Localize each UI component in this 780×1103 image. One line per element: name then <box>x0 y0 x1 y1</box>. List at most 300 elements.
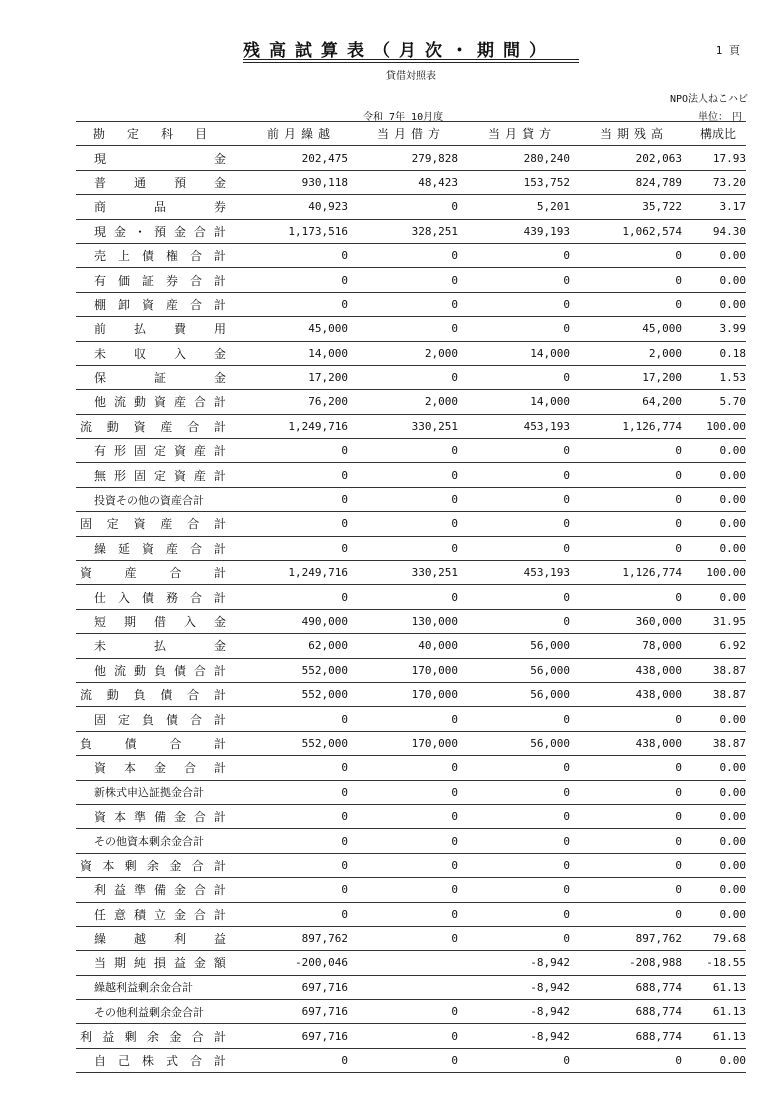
ratio-cell: 0.00 <box>690 512 746 536</box>
debit-cell: 279,828 <box>356 146 466 170</box>
account-name-cell <box>76 926 246 950</box>
account-name-cell <box>76 829 246 853</box>
table-row <box>76 975 746 999</box>
prev-balance-cell: 0 <box>246 829 356 853</box>
account-name-cell <box>76 1048 246 1072</box>
ratio-cell: 61.13 <box>690 975 746 999</box>
balance-cell: -208,988 <box>578 951 690 975</box>
table-row <box>76 829 746 853</box>
header-ratio: 構成比 <box>690 122 746 146</box>
account-name-cell <box>76 536 246 560</box>
credit-cell: 56,000 <box>466 658 578 682</box>
credit-cell: 280,240 <box>466 146 578 170</box>
account-name: 棚 卸 資 産 合 計 <box>94 297 226 312</box>
header-account: 勘定科目 <box>76 122 246 146</box>
account-name-cell <box>76 731 246 755</box>
balance-cell: 0 <box>578 707 690 731</box>
table-row <box>76 1048 746 1072</box>
table-row <box>76 609 746 633</box>
table-row <box>76 463 746 487</box>
balance-cell: 0 <box>578 902 690 926</box>
ratio-cell: 73.20 <box>690 170 746 194</box>
balance-cell: 0 <box>578 487 690 511</box>
ratio-cell: 61.13 <box>690 1000 746 1024</box>
table-row <box>76 365 746 389</box>
balance-cell: 0 <box>578 463 690 487</box>
account-name-cell <box>76 561 246 585</box>
account-name-cell <box>76 439 246 463</box>
credit-cell: 0 <box>466 292 578 316</box>
balance-cell: 0 <box>578 878 690 902</box>
table-row <box>76 219 746 243</box>
account-name-cell <box>76 853 246 877</box>
prev-balance-cell: 14,000 <box>246 341 356 365</box>
debit-cell: 2,000 <box>356 341 466 365</box>
account-name: 利 益 剰 余 金 合 計 <box>80 1029 226 1044</box>
account-name-cell <box>76 902 246 926</box>
table-row <box>76 341 746 365</box>
account-name: 無 形 固 定 資 産 計 <box>94 468 226 483</box>
account-name: 売 上 債 権 合 計 <box>94 249 226 264</box>
balance-cell: 78,000 <box>578 634 690 658</box>
account-name-cell <box>76 682 246 706</box>
account-name-cell <box>76 146 246 170</box>
table-row <box>76 414 746 438</box>
credit-cell: 0 <box>466 463 578 487</box>
credit-cell: 0 <box>466 365 578 389</box>
credit-cell: 0 <box>466 268 578 292</box>
credit-cell: 0 <box>466 487 578 511</box>
account-name: 資 本 準 備 金 合 計 <box>94 810 226 825</box>
balance-cell: 438,000 <box>578 731 690 755</box>
table-row <box>76 780 746 804</box>
trial-balance-table <box>76 121 746 1073</box>
prev-balance-cell: 45,000 <box>246 317 356 341</box>
credit-cell: 0 <box>466 243 578 267</box>
account-name: 資 本 剰 余 金 合 計 <box>80 858 226 873</box>
ratio-cell: 38.87 <box>690 731 746 755</box>
table-row <box>76 536 746 560</box>
balance-cell: 824,789 <box>578 170 690 194</box>
debit-cell: 0 <box>356 268 466 292</box>
table-row <box>76 756 746 780</box>
account-name-cell <box>76 487 246 511</box>
ratio-cell: 0.00 <box>690 439 746 463</box>
account-name: 他 流 動 負 債 合 計 <box>94 663 226 678</box>
ratio-cell: 94.30 <box>690 219 746 243</box>
account-name-cell <box>76 707 246 731</box>
credit-cell: 439,193 <box>466 219 578 243</box>
debit-cell: 2,000 <box>356 390 466 414</box>
account-name-cell <box>76 975 246 999</box>
prev-balance-cell: 0 <box>246 268 356 292</box>
credit-cell: 0 <box>466 512 578 536</box>
prev-balance-cell: 897,762 <box>246 926 356 950</box>
ratio-cell: 0.00 <box>690 292 746 316</box>
balance-cell: 202,063 <box>578 146 690 170</box>
prev-balance-cell: 0 <box>246 243 356 267</box>
debit-cell: 0 <box>356 804 466 828</box>
debit-cell <box>356 951 466 975</box>
balance-cell: 0 <box>578 512 690 536</box>
balance-cell: 688,774 <box>578 975 690 999</box>
credit-cell: 0 <box>466 609 578 633</box>
table-row <box>76 243 746 267</box>
account-name: 流 動 資 産 合 計 <box>80 419 226 434</box>
ratio-cell: 31.95 <box>690 609 746 633</box>
balance-cell: 2,000 <box>578 341 690 365</box>
ratio-cell: 0.00 <box>690 780 746 804</box>
ratio-cell: 3.17 <box>690 195 746 219</box>
table-row <box>76 658 746 682</box>
prev-balance-cell: 552,000 <box>246 658 356 682</box>
prev-balance-cell: 0 <box>246 902 356 926</box>
debit-cell: 0 <box>356 439 466 463</box>
balance-cell: 1,126,774 <box>578 561 690 585</box>
debit-cell: 0 <box>356 292 466 316</box>
table-row <box>76 561 746 585</box>
credit-cell: -8,942 <box>466 975 578 999</box>
credit-cell: 0 <box>466 756 578 780</box>
ratio-cell: 38.87 <box>690 658 746 682</box>
ratio-cell: 1.53 <box>690 365 746 389</box>
table-row <box>76 317 746 341</box>
title-underline-double <box>243 62 579 63</box>
account-name: 普 通 預 金 <box>94 175 226 190</box>
credit-cell: 0 <box>466 585 578 609</box>
credit-cell: 0 <box>466 707 578 731</box>
debit-cell: 48,423 <box>356 170 466 194</box>
debit-cell: 0 <box>356 536 466 560</box>
prev-balance-cell: 1,249,716 <box>246 414 356 438</box>
account-name: 流 動 負 債 合 計 <box>80 688 226 703</box>
table-row <box>76 292 746 316</box>
credit-cell: -8,942 <box>466 1000 578 1024</box>
account-name: 他 流 動 資 産 合 計 <box>94 395 226 410</box>
balance-cell: 688,774 <box>578 1000 690 1024</box>
credit-cell: 453,193 <box>466 414 578 438</box>
balance-cell: 0 <box>578 292 690 316</box>
balance-cell: 438,000 <box>578 682 690 706</box>
credit-cell: 0 <box>466 829 578 853</box>
account-name: 自 己 株 式 合 計 <box>94 1054 226 1069</box>
credit-cell: 0 <box>466 853 578 877</box>
prev-balance-cell: 0 <box>246 1048 356 1072</box>
prev-balance-cell: 697,716 <box>246 975 356 999</box>
account-name: 短 期 借 入 金 <box>94 615 226 629</box>
prev-balance-cell: 76,200 <box>246 390 356 414</box>
debit-cell: 0 <box>356 780 466 804</box>
header-debit: 当月借方 <box>356 122 466 146</box>
debit-cell: 330,251 <box>356 414 466 438</box>
debit-cell: 0 <box>356 1024 466 1048</box>
table-row <box>76 853 746 877</box>
balance-cell: 0 <box>578 804 690 828</box>
header-credit: 当月貸方 <box>466 122 578 146</box>
credit-cell: 56,000 <box>466 731 578 755</box>
account-name: 未 収 入 金 <box>94 346 226 361</box>
account-name: 任 意 積 立 金 合 計 <box>94 907 226 922</box>
debit-cell: 0 <box>356 243 466 267</box>
credit-cell: 0 <box>466 317 578 341</box>
ratio-cell: 0.00 <box>690 853 746 877</box>
account-name: 有 価 証 券 合 計 <box>94 273 226 288</box>
prev-balance-cell: 202,475 <box>246 146 356 170</box>
balance-cell: 64,200 <box>578 390 690 414</box>
account-name: 固 定 負 債 合 計 <box>94 712 226 727</box>
balance-cell: 0 <box>578 756 690 780</box>
debit-cell: 170,000 <box>356 731 466 755</box>
account-name: 未 払 金 <box>94 639 226 654</box>
table-row <box>76 682 746 706</box>
ratio-cell: 79.68 <box>690 926 746 950</box>
account-name-cell <box>76 195 246 219</box>
account-name-cell <box>76 292 246 316</box>
prev-balance-cell: 1,249,716 <box>246 561 356 585</box>
account-name-cell <box>76 951 246 975</box>
account-name-cell <box>76 756 246 780</box>
debit-cell: 0 <box>356 195 466 219</box>
credit-cell: 0 <box>466 1048 578 1072</box>
account-name-cell <box>76 585 246 609</box>
account-name: 繰越利益剰余金合計 <box>94 981 193 995</box>
table-row <box>76 512 746 536</box>
account-name-cell <box>76 512 246 536</box>
ratio-cell: 0.00 <box>690 804 746 828</box>
page-number: 1 頁 <box>715 44 740 57</box>
prev-balance-cell: 17,200 <box>246 365 356 389</box>
table-row <box>76 146 746 170</box>
table-row <box>76 268 746 292</box>
prev-balance-cell: 0 <box>246 292 356 316</box>
prev-balance-cell: 0 <box>246 463 356 487</box>
debit-cell: 170,000 <box>356 682 466 706</box>
balance-cell: 17,200 <box>578 365 690 389</box>
credit-cell: 56,000 <box>466 634 578 658</box>
credit-cell: 0 <box>466 804 578 828</box>
account-name: 資 産 合 計 <box>80 566 226 581</box>
ratio-cell: 0.00 <box>690 585 746 609</box>
debit-cell: 170,000 <box>356 658 466 682</box>
account-name: 現 金 <box>94 151 226 166</box>
account-name-cell <box>76 878 246 902</box>
credit-cell: 0 <box>466 536 578 560</box>
table-row <box>76 390 746 414</box>
ratio-cell: 0.00 <box>690 878 746 902</box>
account-name-cell <box>76 317 246 341</box>
debit-cell: 0 <box>356 829 466 853</box>
debit-cell: 0 <box>356 926 466 950</box>
ratio-cell: 0.00 <box>690 536 746 560</box>
account-name: 商 品 券 <box>94 200 226 215</box>
prev-balance-cell: 1,173,516 <box>246 219 356 243</box>
account-name: 固 定 資 産 合 計 <box>80 517 226 532</box>
header-balance: 当期残高 <box>578 122 690 146</box>
header-prev-balance: 前月繰越 <box>246 122 356 146</box>
balance-cell: 35,722 <box>578 195 690 219</box>
account-name: 有 形 固 定 資 産 計 <box>94 444 226 459</box>
prev-balance-cell: 0 <box>246 804 356 828</box>
debit-cell: 0 <box>356 585 466 609</box>
ratio-cell: 0.00 <box>690 463 746 487</box>
table-row <box>76 170 746 194</box>
debit-cell: 0 <box>356 365 466 389</box>
table-row <box>76 951 746 975</box>
prev-balance-cell: 40,923 <box>246 195 356 219</box>
account-name: 投資その他の資産合計 <box>94 493 204 507</box>
balance-cell: 897,762 <box>578 926 690 950</box>
account-name-cell <box>76 268 246 292</box>
ratio-cell: 0.00 <box>690 902 746 926</box>
credit-cell: 0 <box>466 902 578 926</box>
credit-cell: 14,000 <box>466 390 578 414</box>
debit-cell: 40,000 <box>356 634 466 658</box>
ratio-cell: 0.00 <box>690 243 746 267</box>
ratio-cell: 3.99 <box>690 317 746 341</box>
title-underline <box>243 59 579 60</box>
table-row <box>76 195 746 219</box>
prev-balance-cell: 0 <box>246 878 356 902</box>
ratio-cell: 17.93 <box>690 146 746 170</box>
debit-cell: 0 <box>356 317 466 341</box>
account-name-cell <box>76 463 246 487</box>
prev-balance-cell: 0 <box>246 756 356 780</box>
table-header-row <box>76 122 746 146</box>
debit-cell: 0 <box>356 512 466 536</box>
account-name: 新株式申込証拠金合計 <box>94 786 204 800</box>
balance-cell: 438,000 <box>578 658 690 682</box>
unit-label: 単位： <box>698 112 728 123</box>
ratio-cell: -18.55 <box>690 951 746 975</box>
ratio-cell: 0.00 <box>690 756 746 780</box>
ratio-cell: 100.00 <box>690 561 746 585</box>
debit-cell: 0 <box>356 487 466 511</box>
account-name: 繰 越 利 益 <box>94 932 226 947</box>
table-row <box>76 804 746 828</box>
account-name: 資 本 金 合 計 <box>94 761 226 776</box>
debit-cell: 0 <box>356 1048 466 1072</box>
debit-cell: 0 <box>356 853 466 877</box>
debit-cell: 328,251 <box>356 219 466 243</box>
account-name: 保 証 金 <box>94 371 226 386</box>
balance-cell: 0 <box>578 780 690 804</box>
account-name-cell <box>76 1024 246 1048</box>
account-name-cell <box>76 365 246 389</box>
account-name-cell <box>76 341 246 365</box>
company-name: NPO法人ねこハビ <box>669 94 748 105</box>
account-name-cell <box>76 414 246 438</box>
account-name-cell <box>76 609 246 633</box>
credit-cell: 56,000 <box>466 682 578 706</box>
table-row <box>76 878 746 902</box>
prev-balance-cell: 0 <box>246 853 356 877</box>
account-name: 前 払 費 用 <box>94 322 226 337</box>
ratio-cell: 38.87 <box>690 682 746 706</box>
table-row <box>76 634 746 658</box>
prev-balance-cell: -200,046 <box>246 951 356 975</box>
account-name: 現 金 ・ 預 金 合 計 <box>94 224 226 239</box>
balance-cell: 0 <box>578 243 690 267</box>
account-name: 繰 延 資 産 合 計 <box>94 541 226 556</box>
report-subtitle: 貸借対照表 <box>386 71 436 82</box>
balance-cell: 1,062,574 <box>578 219 690 243</box>
account-name: その他利益剰余金合計 <box>94 1005 204 1019</box>
ratio-cell: 100.00 <box>690 414 746 438</box>
account-name: 仕 入 債 務 合 計 <box>94 590 226 605</box>
prev-balance-cell: 930,118 <box>246 170 356 194</box>
prev-balance-cell: 62,000 <box>246 634 356 658</box>
balance-cell: 45,000 <box>578 317 690 341</box>
balance-cell: 0 <box>578 536 690 560</box>
account-name: その他資本剰余金合計 <box>94 835 204 849</box>
balance-cell: 688,774 <box>578 1024 690 1048</box>
account-name-cell <box>76 634 246 658</box>
balance-cell: 0 <box>578 585 690 609</box>
debit-cell: 0 <box>356 756 466 780</box>
prev-balance-cell: 552,000 <box>246 682 356 706</box>
debit-cell: 0 <box>356 1000 466 1024</box>
ratio-cell: 0.00 <box>690 487 746 511</box>
debit-cell: 0 <box>356 707 466 731</box>
account-name-cell <box>76 1000 246 1024</box>
ratio-cell: 0.00 <box>690 1048 746 1072</box>
balance-cell: 0 <box>578 439 690 463</box>
credit-cell: 5,201 <box>466 195 578 219</box>
prev-balance-cell: 0 <box>246 707 356 731</box>
account-name-cell <box>76 243 246 267</box>
credit-cell: 453,193 <box>466 561 578 585</box>
prev-balance-cell: 697,716 <box>246 1024 356 1048</box>
prev-balance-cell: 697,716 <box>246 1000 356 1024</box>
debit-cell: 0 <box>356 878 466 902</box>
credit-cell: -8,942 <box>466 1024 578 1048</box>
balance-cell: 0 <box>578 268 690 292</box>
debit-cell: 0 <box>356 902 466 926</box>
ratio-cell: 6.92 <box>690 634 746 658</box>
prev-balance-cell: 0 <box>246 487 356 511</box>
table-row <box>76 731 746 755</box>
ratio-cell: 0.18 <box>690 341 746 365</box>
credit-cell: -8,942 <box>466 951 578 975</box>
debit-cell <box>356 975 466 999</box>
credit-cell: 0 <box>466 926 578 950</box>
ratio-cell: 61.13 <box>690 1024 746 1048</box>
account-name-cell <box>76 804 246 828</box>
prev-balance-cell: 490,000 <box>246 609 356 633</box>
account-name-cell <box>76 658 246 682</box>
credit-cell: 153,752 <box>466 170 578 194</box>
table-row <box>76 1024 746 1048</box>
account-name: 当 期 純 損 益 金 額 <box>94 956 226 971</box>
ratio-cell: 5.70 <box>690 390 746 414</box>
credit-cell: 0 <box>466 878 578 902</box>
debit-cell: 130,000 <box>356 609 466 633</box>
credit-cell: 14,000 <box>466 341 578 365</box>
ratio-cell: 0.00 <box>690 268 746 292</box>
ratio-cell: 0.00 <box>690 829 746 853</box>
table-row <box>76 707 746 731</box>
table-row <box>76 1000 746 1024</box>
balance-cell: 1,126,774 <box>578 414 690 438</box>
report-period: 令和 7年 10月度 <box>363 112 444 123</box>
credit-cell: 0 <box>466 439 578 463</box>
account-name: 負 債 合 計 <box>80 736 226 751</box>
prev-balance-cell: 0 <box>246 585 356 609</box>
table-row <box>76 439 746 463</box>
account-name-cell <box>76 219 246 243</box>
table-row <box>76 585 746 609</box>
account-name: 利 益 準 備 金 合 計 <box>94 883 226 898</box>
